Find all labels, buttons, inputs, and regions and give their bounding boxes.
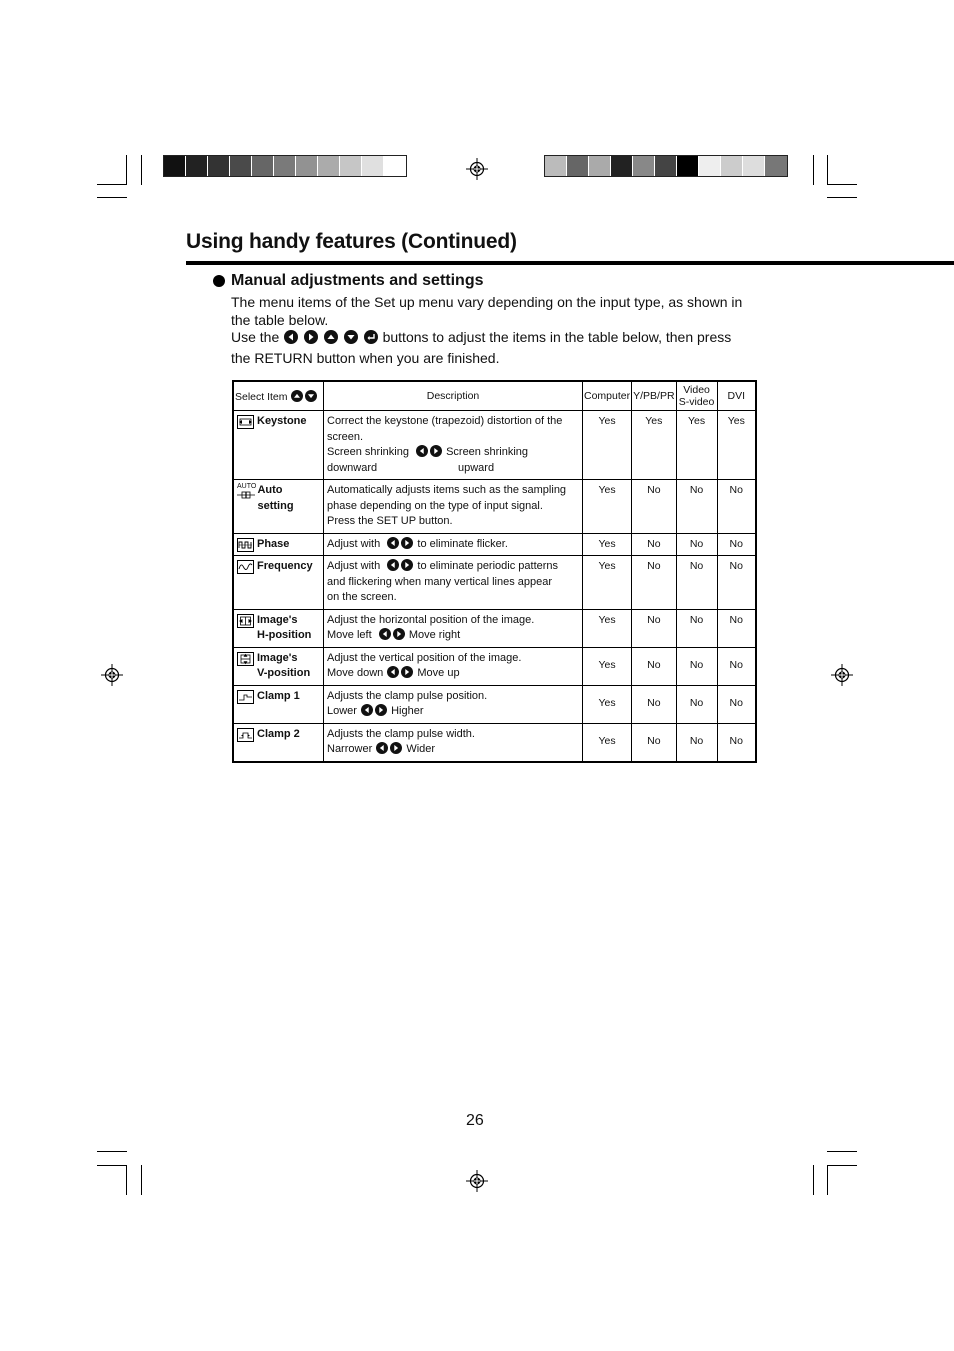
auto-setting-icon [237, 483, 256, 499]
left-arrow-button-icon [376, 742, 388, 754]
h-position-icon [237, 614, 254, 628]
dvi-cell: No [717, 723, 756, 762]
dvi-cell: No [717, 533, 756, 556]
description-line: on the screen. [327, 591, 397, 603]
arrow-left-label: Move down [327, 667, 384, 679]
right-arrow-button-icon [401, 559, 413, 571]
crop-mark [97, 1165, 127, 1166]
description-cell [324, 480, 583, 534]
enter-button-icon [364, 330, 378, 344]
down-arrow-button-icon [344, 330, 358, 344]
intro-line: the RETURN button when you are finished. [231, 350, 500, 366]
left-arrow-button-icon [387, 666, 399, 678]
header-description: Description [324, 381, 583, 411]
description-line [327, 666, 579, 682]
registration-mark-icon [466, 1170, 488, 1192]
frequency-icon [237, 560, 254, 574]
description-cell [324, 647, 583, 685]
item-name-line: V-position [257, 667, 311, 679]
ypbpr-cell: No [632, 480, 676, 534]
item-name [257, 613, 311, 644]
page-number: 26 [466, 1112, 484, 1129]
right-arrow-button-icon [375, 704, 387, 716]
registration-mark-icon [101, 664, 123, 686]
dvi-cell: No [717, 609, 756, 647]
arrow-left-label: Move left [327, 629, 372, 641]
crop-mark [97, 197, 127, 198]
crop-mark [827, 1165, 828, 1195]
left-arrow-button-icon [416, 445, 428, 457]
item-name: Keystone [257, 415, 307, 427]
right-arrow-button-icon [304, 330, 318, 344]
table-row-h-position [233, 609, 756, 647]
description-cell [324, 685, 583, 723]
description-text: to eliminate periodic patterns [417, 560, 559, 572]
header-select-item [233, 381, 324, 411]
ypbpr-cell: No [632, 609, 676, 647]
bullet-icon [213, 275, 225, 287]
intro-line: buttons to adjust the items in the table below, then press [382, 329, 732, 345]
color-bar-right [544, 155, 788, 177]
phase-icon [237, 538, 254, 552]
ypbpr-cell: No [632, 685, 676, 723]
crop-mark [97, 1151, 127, 1152]
description-line: phase depending on the type of input signal. [327, 499, 543, 512]
item-name: Clamp 2 [257, 727, 300, 740]
description-line: Adjust with [327, 537, 381, 550]
item-cell [233, 609, 324, 647]
video-cell: No [676, 533, 717, 556]
crop-mark [813, 1165, 814, 1195]
intro-line: Use the [231, 329, 280, 345]
item-cell [233, 556, 324, 610]
computer-cell: Yes [583, 647, 632, 685]
left-arrow-button-icon [284, 330, 298, 344]
table-row-frequency [233, 556, 756, 610]
description-line [327, 461, 579, 477]
description-line: Adjusts the clamp pulse width. [327, 727, 475, 740]
v-position-icon [237, 652, 254, 666]
header-video [676, 381, 717, 411]
right-arrow-button-icon [401, 666, 413, 678]
arrow-right-label: upward [458, 461, 495, 474]
crop-mark [141, 1165, 142, 1195]
video-cell: No [676, 723, 717, 762]
header-label: Video [683, 384, 710, 396]
page-title: Using handy features (Continued) [186, 230, 517, 253]
description-line: screen. [327, 430, 364, 443]
item-name-line: H-position [257, 629, 312, 641]
table-row-keystone [233, 411, 756, 480]
intro-line: The menu items of the Set up menu vary depending on the input type, as shown in [231, 294, 743, 310]
left-arrow-button-icon [387, 559, 399, 571]
clamp2-icon [237, 728, 254, 742]
right-arrow-button-icon [401, 537, 413, 549]
arrow-right-label: Higher [391, 705, 424, 717]
video-cell: No [676, 685, 717, 723]
item-cell [233, 533, 324, 556]
description-cell [324, 411, 583, 480]
up-arrow-button-icon [291, 390, 303, 402]
right-arrow-button-icon [430, 445, 442, 457]
clamp1-icon [237, 690, 254, 704]
crop-mark [827, 184, 857, 185]
arrow-left-label: Screen shrinking [327, 446, 409, 458]
item-name [257, 651, 310, 682]
table-header-row [233, 381, 756, 411]
left-arrow-button-icon [387, 537, 399, 549]
arrow-right-label: Move up [417, 667, 460, 679]
description-line: Adjust the vertical position of the image. [327, 651, 522, 664]
item-cell [233, 480, 324, 534]
crop-mark [126, 155, 127, 185]
intro-line: the table below. [231, 312, 329, 328]
header-label: S-video [678, 396, 715, 408]
crop-mark [813, 155, 814, 185]
dvi-cell: No [717, 480, 756, 534]
description-line: Adjust the horizontal position of the image. [327, 613, 535, 626]
computer-cell: Yes [583, 411, 632, 480]
computer-cell: Yes [583, 533, 632, 556]
title-divider [186, 261, 954, 265]
computer-cell: Yes [583, 556, 632, 610]
arrow-right-label: Move right [408, 629, 461, 641]
registration-mark-icon [831, 664, 853, 686]
crop-mark [141, 155, 142, 185]
ypbpr-cell: No [632, 556, 676, 610]
header-label: Select Item [235, 390, 288, 403]
item-cell [233, 685, 324, 723]
table-row-phase [233, 533, 756, 556]
description-line: Correct the keystone (trapezoid) distortion of the [327, 415, 563, 427]
item-cell [233, 411, 324, 480]
item-cell [233, 723, 324, 762]
right-arrow-button-icon [390, 742, 402, 754]
dvi-cell: No [717, 647, 756, 685]
table-row-auto-setting [233, 480, 756, 534]
right-arrow-button-icon [393, 628, 405, 640]
ypbpr-cell: No [632, 647, 676, 685]
description-line: Automatically adjusts items such as the sampling [327, 484, 567, 496]
down-arrow-button-icon [305, 390, 317, 402]
description-line [327, 628, 579, 644]
crop-mark [97, 184, 127, 185]
computer-cell: Yes [583, 480, 632, 534]
dvi-cell: No [717, 556, 756, 610]
description-text: Adjust with [327, 560, 381, 572]
table-row-clamp-2 [233, 723, 756, 762]
crop-mark [827, 155, 828, 185]
description-line [327, 445, 579, 461]
intro-instructions [231, 328, 771, 367]
crop-mark [827, 1165, 857, 1166]
description-line: to eliminate flicker. [417, 537, 508, 550]
video-cell: No [676, 609, 717, 647]
color-bar-left [163, 155, 407, 177]
dvi-cell: No [717, 685, 756, 723]
crop-mark [827, 197, 857, 198]
arrow-left-label: Narrower [327, 743, 373, 755]
section-heading [213, 272, 483, 290]
description-cell [324, 533, 583, 556]
header-ypbpr: Y/PB/PR [632, 381, 676, 411]
table-row-v-position [233, 647, 756, 685]
left-arrow-button-icon [379, 628, 391, 640]
item-name: Auto setting [257, 484, 294, 512]
header-computer: Computer [583, 381, 632, 411]
description-line [327, 742, 579, 758]
item-name: Frequency [257, 560, 313, 572]
video-cell: Yes [676, 411, 717, 480]
left-arrow-button-icon [361, 704, 373, 716]
item-cell [233, 647, 324, 685]
description-line: and flickering when many vertical lines appear [327, 575, 553, 588]
intro-paragraph [231, 293, 771, 329]
arrow-right-label: Screen shrinking [446, 446, 528, 458]
description-cell [324, 556, 583, 610]
table-row-clamp-1 [233, 685, 756, 723]
description-line [327, 559, 579, 575]
arrow-left-label: Lower [327, 705, 357, 717]
up-arrow-button-icon [324, 330, 338, 344]
computer-cell: Yes [583, 609, 632, 647]
arrow-left-label: downward [327, 461, 378, 474]
ypbpr-cell: No [632, 723, 676, 762]
item-name-line: Image's [257, 613, 298, 626]
description-line [327, 704, 579, 720]
ypbpr-cell: Yes [632, 411, 676, 480]
item-name-line: Image's [257, 651, 298, 664]
description-line: Press the SET UP button. [327, 515, 453, 527]
video-cell: No [676, 480, 717, 534]
settings-table [232, 380, 757, 763]
keystone-icon [237, 415, 254, 429]
description-cell [324, 723, 583, 762]
arrow-right-label: Wider [406, 743, 436, 755]
item-name: Phase [257, 537, 290, 550]
video-cell: No [676, 556, 717, 610]
item-name: Clamp 1 [257, 689, 300, 702]
computer-cell: Yes [583, 723, 632, 762]
video-cell: No [676, 647, 717, 685]
crop-mark [126, 1165, 127, 1195]
description-cell [324, 609, 583, 647]
crop-mark [827, 1151, 857, 1152]
description-line: Adjusts the clamp pulse position. [327, 689, 488, 702]
section-heading-text: Manual adjustments and settings [231, 272, 484, 289]
computer-cell: Yes [583, 685, 632, 723]
header-dvi: DVI [717, 381, 756, 411]
registration-mark-icon [466, 158, 488, 180]
ypbpr-cell: No [632, 533, 676, 556]
icon-label: AUTO [237, 483, 257, 490]
dvi-cell: Yes [717, 411, 756, 480]
